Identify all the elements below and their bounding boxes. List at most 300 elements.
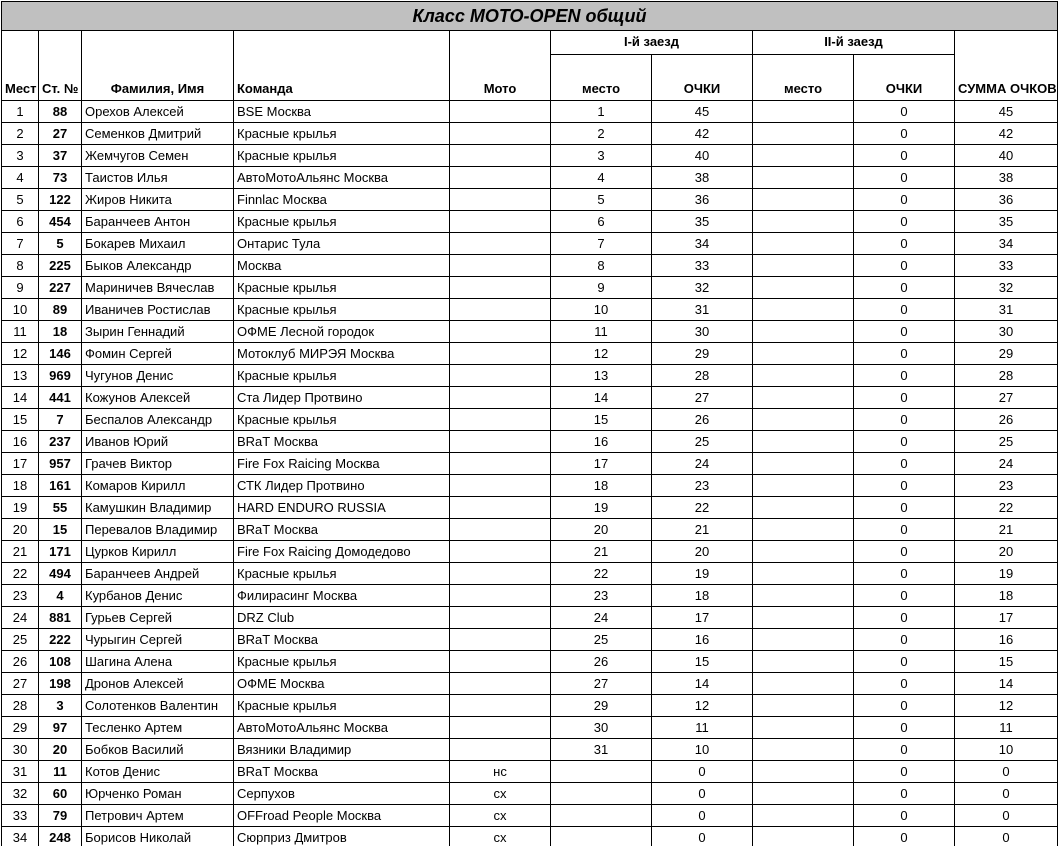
race2-place-cell bbox=[753, 739, 854, 761]
sum-cell: 21 bbox=[955, 519, 1058, 541]
race2-points-cell: 0 bbox=[854, 563, 955, 585]
team-cell: Красные крылья bbox=[234, 145, 450, 167]
race2-points-cell: 0 bbox=[854, 365, 955, 387]
race2-place-cell bbox=[753, 629, 854, 651]
sum-cell: 23 bbox=[955, 475, 1058, 497]
name-cell: Перевалов Владимир bbox=[82, 519, 234, 541]
place-cell: 28 bbox=[2, 695, 39, 717]
number-cell: 494 bbox=[39, 563, 82, 585]
table-row bbox=[2, 211, 1058, 233]
place-cell: 17 bbox=[2, 453, 39, 475]
moto-cell bbox=[450, 167, 551, 189]
table-row bbox=[2, 365, 1058, 387]
race1-points-cell: 36 bbox=[652, 189, 753, 211]
sum-cell: 19 bbox=[955, 563, 1058, 585]
moto-cell bbox=[450, 651, 551, 673]
moto-cell bbox=[450, 387, 551, 409]
moto-cell: сх bbox=[450, 805, 551, 827]
sum-cell: 30 bbox=[955, 321, 1058, 343]
results-sheet bbox=[1, 1, 1058, 846]
team-cell: Вязники Владимир bbox=[234, 739, 450, 761]
sum-cell: 32 bbox=[955, 277, 1058, 299]
race2-place-cell bbox=[753, 585, 854, 607]
race1-place-cell: 11 bbox=[551, 321, 652, 343]
team-cell: Красные крылья bbox=[234, 695, 450, 717]
race1-place-cell: 27 bbox=[551, 673, 652, 695]
header-place: Мест bbox=[2, 31, 39, 101]
race1-place-cell: 12 bbox=[551, 343, 652, 365]
name-cell: Дронов Алексей bbox=[82, 673, 234, 695]
race1-points-cell: 18 bbox=[652, 585, 753, 607]
race1-points-cell: 17 bbox=[652, 607, 753, 629]
table-row bbox=[2, 827, 1058, 846]
name-cell: Юрченко Роман bbox=[82, 783, 234, 805]
name-cell: Баранчеев Андрей bbox=[82, 563, 234, 585]
race1-points-cell: 42 bbox=[652, 123, 753, 145]
moto-cell bbox=[450, 717, 551, 739]
team-cell: Finnlac Москва bbox=[234, 189, 450, 211]
place-cell: 34 bbox=[2, 827, 39, 846]
race2-points-cell: 0 bbox=[854, 695, 955, 717]
race2-points-cell: 0 bbox=[854, 673, 955, 695]
name-cell: Бокарев Михаил bbox=[82, 233, 234, 255]
table-row bbox=[2, 475, 1058, 497]
team-cell: Мотоклуб МИРЭЯ Москва bbox=[234, 343, 450, 365]
race2-place-cell bbox=[753, 673, 854, 695]
moto-cell bbox=[450, 497, 551, 519]
race2-place-cell bbox=[753, 233, 854, 255]
race2-place-cell bbox=[753, 387, 854, 409]
header-number: Ст. № bbox=[39, 31, 82, 101]
race2-points-cell: 0 bbox=[854, 541, 955, 563]
number-cell: 7 bbox=[39, 409, 82, 431]
sheet-title: Класс MOTO-OPEN общий bbox=[2, 2, 1058, 31]
sum-cell: 29 bbox=[955, 343, 1058, 365]
table-row bbox=[2, 453, 1058, 475]
moto-cell bbox=[450, 519, 551, 541]
race1-points-cell: 16 bbox=[652, 629, 753, 651]
race1-place-cell: 13 bbox=[551, 365, 652, 387]
place-cell: 31 bbox=[2, 761, 39, 783]
name-cell: Кожунов Алексей bbox=[82, 387, 234, 409]
place-cell: 1 bbox=[2, 101, 39, 123]
race1-points-cell: 0 bbox=[652, 783, 753, 805]
race1-place-cell: 25 bbox=[551, 629, 652, 651]
sum-cell: 38 bbox=[955, 167, 1058, 189]
sum-cell: 25 bbox=[955, 431, 1058, 453]
team-cell: Москва bbox=[234, 255, 450, 277]
team-cell: Красные крылья bbox=[234, 365, 450, 387]
race2-place-cell bbox=[753, 365, 854, 387]
race1-points-cell: 21 bbox=[652, 519, 753, 541]
race2-points-cell: 0 bbox=[854, 431, 955, 453]
number-cell: 4 bbox=[39, 585, 82, 607]
race1-place-cell: 24 bbox=[551, 607, 652, 629]
name-cell: Фомин Сергей bbox=[82, 343, 234, 365]
race2-place-cell bbox=[753, 717, 854, 739]
sum-cell: 36 bbox=[955, 189, 1058, 211]
header-race1: I-й заезд bbox=[551, 31, 753, 55]
race2-points-cell: 0 bbox=[854, 277, 955, 299]
race2-place-cell bbox=[753, 431, 854, 453]
place-cell: 10 bbox=[2, 299, 39, 321]
name-cell: Бобков Василий bbox=[82, 739, 234, 761]
race2-place-cell bbox=[753, 497, 854, 519]
race2-points-cell: 0 bbox=[854, 321, 955, 343]
place-cell: 13 bbox=[2, 365, 39, 387]
name-cell: Таистов Илья bbox=[82, 167, 234, 189]
race1-points-cell: 45 bbox=[652, 101, 753, 123]
sum-cell: 34 bbox=[955, 233, 1058, 255]
place-cell: 33 bbox=[2, 805, 39, 827]
race1-place-cell: 17 bbox=[551, 453, 652, 475]
team-cell: BSE Москва bbox=[234, 101, 450, 123]
table-row bbox=[2, 189, 1058, 211]
number-cell: 89 bbox=[39, 299, 82, 321]
team-cell: Fire Fox Raicing Москва bbox=[234, 453, 450, 475]
race1-place-cell: 15 bbox=[551, 409, 652, 431]
place-cell: 5 bbox=[2, 189, 39, 211]
race1-place-cell: 16 bbox=[551, 431, 652, 453]
sum-cell: 17 bbox=[955, 607, 1058, 629]
number-cell: 225 bbox=[39, 255, 82, 277]
moto-cell bbox=[450, 475, 551, 497]
name-cell: Комаров Кирилл bbox=[82, 475, 234, 497]
table-row bbox=[2, 651, 1058, 673]
race1-place-cell: 1 bbox=[551, 101, 652, 123]
race2-points-cell: 0 bbox=[854, 167, 955, 189]
table-row bbox=[2, 739, 1058, 761]
race2-place-cell bbox=[753, 563, 854, 585]
moto-cell bbox=[450, 695, 551, 717]
race2-points-cell: 0 bbox=[854, 255, 955, 277]
team-cell: BRaT Москва bbox=[234, 761, 450, 783]
race1-place-cell: 8 bbox=[551, 255, 652, 277]
table-row bbox=[2, 255, 1058, 277]
moto-cell bbox=[450, 101, 551, 123]
team-cell: Ста Лидер Протвино bbox=[234, 387, 450, 409]
team-cell: Филирасинг Москва bbox=[234, 585, 450, 607]
sum-cell: 31 bbox=[955, 299, 1058, 321]
team-cell: АвтоМотоАльянс Москва bbox=[234, 167, 450, 189]
team-cell: ОФМЕ Лесной городок bbox=[234, 321, 450, 343]
table-row bbox=[2, 233, 1058, 255]
name-cell: Иванов Юрий bbox=[82, 431, 234, 453]
name-cell: Цурков Кирилл bbox=[82, 541, 234, 563]
place-cell: 26 bbox=[2, 651, 39, 673]
race1-points-cell: 29 bbox=[652, 343, 753, 365]
moto-cell bbox=[450, 255, 551, 277]
moto-cell bbox=[450, 189, 551, 211]
race2-points-cell: 0 bbox=[854, 189, 955, 211]
header-race2-points: ОЧКИ bbox=[854, 55, 955, 101]
number-cell: 73 bbox=[39, 167, 82, 189]
race2-points-cell: 0 bbox=[854, 805, 955, 827]
name-cell: Орехов Алексей bbox=[82, 101, 234, 123]
race1-place-cell: 29 bbox=[551, 695, 652, 717]
sum-cell: 33 bbox=[955, 255, 1058, 277]
header-moto: Мото bbox=[450, 31, 551, 101]
name-cell: Жемчугов Семен bbox=[82, 145, 234, 167]
race1-points-cell: 40 bbox=[652, 145, 753, 167]
moto-cell bbox=[450, 277, 551, 299]
race2-place-cell bbox=[753, 277, 854, 299]
moto-cell bbox=[450, 211, 551, 233]
moto-cell bbox=[450, 629, 551, 651]
sum-cell: 24 bbox=[955, 453, 1058, 475]
place-cell: 16 bbox=[2, 431, 39, 453]
race1-points-cell: 25 bbox=[652, 431, 753, 453]
sum-cell: 40 bbox=[955, 145, 1058, 167]
table-row bbox=[2, 167, 1058, 189]
race1-place-cell: 14 bbox=[551, 387, 652, 409]
number-cell: 122 bbox=[39, 189, 82, 211]
sum-cell: 27 bbox=[955, 387, 1058, 409]
race1-place-cell: 6 bbox=[551, 211, 652, 233]
race2-points-cell: 0 bbox=[854, 651, 955, 673]
moto-cell bbox=[450, 563, 551, 585]
race2-points-cell: 0 bbox=[854, 783, 955, 805]
race1-points-cell: 22 bbox=[652, 497, 753, 519]
race2-place-cell bbox=[753, 211, 854, 233]
place-cell: 12 bbox=[2, 343, 39, 365]
sum-cell: 45 bbox=[955, 101, 1058, 123]
race1-place-cell bbox=[551, 827, 652, 846]
race1-place-cell: 18 bbox=[551, 475, 652, 497]
place-cell: 11 bbox=[2, 321, 39, 343]
sum-cell: 26 bbox=[955, 409, 1058, 431]
table-row bbox=[2, 607, 1058, 629]
number-cell: 237 bbox=[39, 431, 82, 453]
race1-points-cell: 28 bbox=[652, 365, 753, 387]
race2-points-cell: 0 bbox=[854, 739, 955, 761]
team-cell: BRaT Москва bbox=[234, 431, 450, 453]
race2-points-cell: 0 bbox=[854, 519, 955, 541]
race1-points-cell: 11 bbox=[652, 717, 753, 739]
header-race1-place: место bbox=[551, 55, 652, 101]
number-cell: 227 bbox=[39, 277, 82, 299]
moto-cell bbox=[450, 607, 551, 629]
race2-points-cell: 0 bbox=[854, 299, 955, 321]
name-cell: Курбанов Денис bbox=[82, 585, 234, 607]
race1-points-cell: 34 bbox=[652, 233, 753, 255]
place-cell: 15 bbox=[2, 409, 39, 431]
moto-cell bbox=[450, 233, 551, 255]
header-sum: СУММА ОЧКОВ bbox=[955, 31, 1058, 101]
race1-points-cell: 0 bbox=[652, 761, 753, 783]
table-row bbox=[2, 783, 1058, 805]
place-cell: 14 bbox=[2, 387, 39, 409]
race2-points-cell: 0 bbox=[854, 475, 955, 497]
race1-points-cell: 15 bbox=[652, 651, 753, 673]
race1-place-cell: 21 bbox=[551, 541, 652, 563]
team-cell: Красные крылья bbox=[234, 277, 450, 299]
number-cell: 957 bbox=[39, 453, 82, 475]
team-cell: Красные крылья bbox=[234, 299, 450, 321]
race2-points-cell: 0 bbox=[854, 585, 955, 607]
race2-place-cell bbox=[753, 695, 854, 717]
race1-points-cell: 14 bbox=[652, 673, 753, 695]
moto-cell: сх bbox=[450, 827, 551, 846]
race1-place-cell bbox=[551, 805, 652, 827]
place-cell: 32 bbox=[2, 783, 39, 805]
race1-points-cell: 19 bbox=[652, 563, 753, 585]
race1-points-cell: 26 bbox=[652, 409, 753, 431]
sum-cell: 0 bbox=[955, 783, 1058, 805]
number-cell: 198 bbox=[39, 673, 82, 695]
name-cell: Грачев Виктор bbox=[82, 453, 234, 475]
table-row bbox=[2, 519, 1058, 541]
number-cell: 27 bbox=[39, 123, 82, 145]
race1-place-cell: 9 bbox=[551, 277, 652, 299]
number-cell: 248 bbox=[39, 827, 82, 846]
table-row bbox=[2, 101, 1058, 123]
moto-cell bbox=[450, 541, 551, 563]
race2-place-cell bbox=[753, 783, 854, 805]
name-cell: Солотенков Валентин bbox=[82, 695, 234, 717]
place-cell: 21 bbox=[2, 541, 39, 563]
table-row bbox=[2, 717, 1058, 739]
results-body bbox=[2, 101, 1058, 846]
number-cell: 20 bbox=[39, 739, 82, 761]
race2-place-cell bbox=[753, 123, 854, 145]
table-row bbox=[2, 695, 1058, 717]
race2-place-cell bbox=[753, 475, 854, 497]
moto-cell bbox=[450, 409, 551, 431]
place-cell: 27 bbox=[2, 673, 39, 695]
race1-place-cell: 5 bbox=[551, 189, 652, 211]
moto-cell bbox=[450, 321, 551, 343]
race2-points-cell: 0 bbox=[854, 387, 955, 409]
race2-place-cell bbox=[753, 101, 854, 123]
team-cell: OFFroad People Москва bbox=[234, 805, 450, 827]
team-cell: Онтарис Тула bbox=[234, 233, 450, 255]
number-cell: 171 bbox=[39, 541, 82, 563]
team-cell: Красные крылья bbox=[234, 123, 450, 145]
name-cell: Зырин Геннадий bbox=[82, 321, 234, 343]
team-cell: Красные крылья bbox=[234, 211, 450, 233]
race2-points-cell: 0 bbox=[854, 607, 955, 629]
place-cell: 23 bbox=[2, 585, 39, 607]
sum-cell: 0 bbox=[955, 761, 1058, 783]
race1-place-cell: 4 bbox=[551, 167, 652, 189]
number-cell: 15 bbox=[39, 519, 82, 541]
race2-points-cell: 0 bbox=[854, 145, 955, 167]
race2-place-cell bbox=[753, 255, 854, 277]
moto-cell bbox=[450, 431, 551, 453]
name-cell: Петрович Артем bbox=[82, 805, 234, 827]
race1-place-cell: 3 bbox=[551, 145, 652, 167]
number-cell: 18 bbox=[39, 321, 82, 343]
table-row bbox=[2, 761, 1058, 783]
race1-place-cell: 31 bbox=[551, 739, 652, 761]
number-cell: 108 bbox=[39, 651, 82, 673]
race2-place-cell bbox=[753, 409, 854, 431]
name-cell: Гурьев Сергей bbox=[82, 607, 234, 629]
race1-points-cell: 32 bbox=[652, 277, 753, 299]
table-row bbox=[2, 673, 1058, 695]
name-cell: Быков Александр bbox=[82, 255, 234, 277]
number-cell: 97 bbox=[39, 717, 82, 739]
sum-cell: 35 bbox=[955, 211, 1058, 233]
race1-place-cell bbox=[551, 783, 652, 805]
table-row bbox=[2, 497, 1058, 519]
race1-points-cell: 30 bbox=[652, 321, 753, 343]
race2-place-cell bbox=[753, 805, 854, 827]
number-cell: 88 bbox=[39, 101, 82, 123]
table-row bbox=[2, 585, 1058, 607]
name-cell: Иваничев Ростислав bbox=[82, 299, 234, 321]
table-row bbox=[2, 409, 1058, 431]
header-race1-points: ОЧКИ bbox=[652, 55, 753, 101]
table-row bbox=[2, 541, 1058, 563]
race2-place-cell bbox=[753, 299, 854, 321]
number-cell: 5 bbox=[39, 233, 82, 255]
race1-place-cell: 10 bbox=[551, 299, 652, 321]
race1-place-cell: 20 bbox=[551, 519, 652, 541]
sum-cell: 12 bbox=[955, 695, 1058, 717]
team-cell: BRaT Москва bbox=[234, 519, 450, 541]
place-cell: 3 bbox=[2, 145, 39, 167]
team-cell: ОФМЕ Москва bbox=[234, 673, 450, 695]
results-table bbox=[1, 1, 1058, 846]
sum-cell: 42 bbox=[955, 123, 1058, 145]
name-cell: Шагина Алена bbox=[82, 651, 234, 673]
sum-cell: 0 bbox=[955, 805, 1058, 827]
number-cell: 969 bbox=[39, 365, 82, 387]
race2-points-cell: 0 bbox=[854, 761, 955, 783]
sum-cell: 28 bbox=[955, 365, 1058, 387]
name-cell: Баранчеев Антон bbox=[82, 211, 234, 233]
name-cell: Семенков Дмитрий bbox=[82, 123, 234, 145]
team-cell: Красные крылья bbox=[234, 651, 450, 673]
race1-points-cell: 23 bbox=[652, 475, 753, 497]
race1-place-cell: 26 bbox=[551, 651, 652, 673]
table-row bbox=[2, 629, 1058, 651]
race2-place-cell bbox=[753, 519, 854, 541]
table-row bbox=[2, 299, 1058, 321]
moto-cell bbox=[450, 673, 551, 695]
moto-cell bbox=[450, 365, 551, 387]
number-cell: 55 bbox=[39, 497, 82, 519]
place-cell: 29 bbox=[2, 717, 39, 739]
place-cell: 2 bbox=[2, 123, 39, 145]
table-row bbox=[2, 123, 1058, 145]
place-cell: 6 bbox=[2, 211, 39, 233]
race2-place-cell bbox=[753, 651, 854, 673]
moto-cell bbox=[450, 585, 551, 607]
team-cell: Fire Fox Raicing Домодедово bbox=[234, 541, 450, 563]
number-cell: 3 bbox=[39, 695, 82, 717]
team-cell: DRZ Club bbox=[234, 607, 450, 629]
sum-cell: 0 bbox=[955, 827, 1058, 846]
race1-place-cell: 22 bbox=[551, 563, 652, 585]
race2-points-cell: 0 bbox=[854, 717, 955, 739]
number-cell: 146 bbox=[39, 343, 82, 365]
race2-points-cell: 0 bbox=[854, 629, 955, 651]
team-cell: Красные крылья bbox=[234, 563, 450, 585]
race2-points-cell: 0 bbox=[854, 101, 955, 123]
race1-place-cell bbox=[551, 761, 652, 783]
place-cell: 25 bbox=[2, 629, 39, 651]
race1-points-cell: 35 bbox=[652, 211, 753, 233]
race1-place-cell: 7 bbox=[551, 233, 652, 255]
race2-place-cell bbox=[753, 541, 854, 563]
race2-points-cell: 0 bbox=[854, 123, 955, 145]
name-cell: Чурыгин Сергей bbox=[82, 629, 234, 651]
moto-cell bbox=[450, 343, 551, 365]
table-row bbox=[2, 563, 1058, 585]
